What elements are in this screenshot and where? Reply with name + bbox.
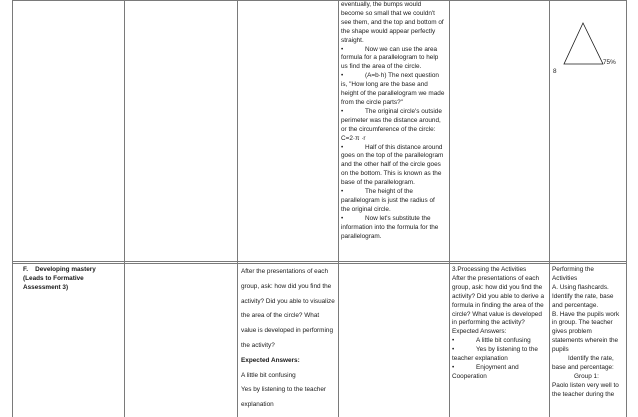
text-line: parallelogram. (341, 232, 382, 240)
text-line: The height of the (365, 188, 413, 196)
bullet-icon: • (452, 337, 455, 345)
text-line: activity? Did you able to derive a (452, 292, 545, 300)
text-line: the activity? (241, 341, 275, 349)
text-line: activity? Did you able to visualize (241, 297, 335, 305)
text-line: 3.Processing the Activities (452, 266, 527, 273)
bullet-icon: • (341, 188, 344, 196)
triangle-icon (563, 22, 605, 66)
text-line: or the circumference of the circle: (341, 125, 436, 133)
text-line: Paolo listen very well to (552, 381, 619, 389)
column-divider-1 (124, 0, 125, 417)
text-line: information into the formula for the (341, 223, 439, 231)
processing-questions-cell (241, 265, 337, 417)
text-line: teacher explanation (452, 355, 508, 363)
performing-activities-cell (552, 266, 626, 417)
text-line: group, ask: how did you find the (452, 283, 543, 291)
column-divider-4 (449, 0, 450, 417)
text-line: Identify the rate, base (552, 292, 614, 300)
row-divider (12, 261, 626, 262)
text-line: the original circle. (341, 205, 391, 213)
column-divider-2 (237, 0, 238, 417)
text-line: see them, and the top and bottom of (341, 18, 444, 26)
text-line: in performing the activity? (452, 319, 525, 327)
text-line: A little bit confusing (241, 371, 296, 379)
text-line: perimeter was the distance around, (341, 116, 441, 124)
heading-subtext: Assessment 3) (23, 283, 69, 291)
text-line: goes on the top of the parallelogram (341, 152, 444, 160)
developing-mastery-heading (23, 266, 123, 306)
text-line: Group 1: (574, 372, 599, 380)
bullet-icon: • (341, 143, 344, 151)
text-line: formula in finding the area of the (452, 301, 544, 309)
text-line: on the bottom. This is known as the (341, 170, 442, 178)
text-line: Now let's substitute the (365, 214, 431, 222)
text-line: is, "How long are the base and (341, 81, 428, 89)
text-line: become so small that we couldn't (341, 9, 435, 17)
bullet-icon: • (341, 107, 344, 115)
text-line: Now we can use the area (365, 45, 438, 53)
bullet-icon: • (452, 363, 455, 371)
table-border-right (626, 0, 627, 417)
table-border-left (12, 0, 13, 417)
bullet-icon: • (341, 72, 344, 80)
text-line: from the circle parts?" (341, 98, 403, 106)
text-line: Expected Answers: (452, 328, 507, 336)
text-line: circle? What value is developed (452, 310, 542, 318)
bullet-icon: • (341, 214, 344, 222)
text-line: formula for a parallelogram to help (341, 54, 439, 62)
text-line: base of the parallelogram. (341, 179, 415, 187)
text-line: parallelogram is just the radius of (341, 196, 435, 204)
text-line: eventually, the bumps would (341, 1, 422, 8)
text-line: in group. The teacher (552, 319, 613, 327)
text-line: gives problem (552, 328, 592, 336)
text-line: Half of this distance around (365, 143, 443, 151)
text-line: A. Using flashcards. (552, 283, 609, 291)
text-line: Performing the (552, 266, 594, 273)
text-line: Yes by listening to the teacher (241, 386, 327, 394)
text-line: A little bit confusing (476, 337, 531, 345)
text-line: and the other half of the circle goes (341, 161, 441, 169)
text-line: pupils (552, 346, 569, 354)
heading-letter: F. (23, 266, 28, 273)
text-line: us find the area of the circle. (341, 63, 422, 71)
text-line: After the presentations of each (452, 274, 540, 282)
triangle-label-base: 8 (553, 68, 557, 75)
text-line: the teacher during the (552, 390, 615, 398)
text-line: height of the parallelogram we made (341, 90, 445, 98)
parallelogram-explanation-cell (341, 1, 447, 259)
expected-answers-label: Expected Answers: (241, 356, 300, 364)
text-line: base and percentage: (552, 363, 614, 371)
text-line: and percentage. (552, 301, 599, 309)
text-line: statements wherein the (552, 337, 619, 345)
bullet-icon: • (341, 45, 344, 53)
text-line: value is developed in performing (241, 327, 334, 335)
processing-activities-cell (452, 266, 548, 416)
text-line: Identify the rate, (568, 355, 614, 363)
triangle-label-percent: 75% (603, 59, 616, 66)
table-border-top (12, 0, 626, 1)
bullet-icon: • (452, 346, 455, 354)
text-line: explanation (241, 401, 274, 409)
text-line: C=2·π ·r (341, 134, 366, 142)
heading-text: Developing mastery (35, 266, 96, 273)
column-divider-5 (549, 0, 550, 417)
text-line: Activities (552, 274, 578, 282)
text-line: Enjoyment and (476, 363, 519, 371)
row-divider-double (12, 263, 626, 264)
text-line: the area of the circle? What (241, 312, 320, 320)
text-line: The original circle's outside (365, 107, 442, 115)
text-line: B. Have the pupils work (552, 310, 620, 318)
text-line: the shape would appear perfectly (341, 27, 436, 35)
text-line: Yes by listening to the (476, 346, 538, 354)
text-line: (A=b·h) The next question (365, 72, 439, 80)
column-divider-3 (338, 0, 339, 417)
text-line: straight. (341, 36, 364, 44)
text-line: group, ask: how did you find the (241, 282, 332, 290)
text-line: After the presentations of each (241, 268, 329, 275)
heading-subtext: (Leads to Formative (23, 274, 84, 282)
text-line: Cooperation (452, 372, 487, 380)
